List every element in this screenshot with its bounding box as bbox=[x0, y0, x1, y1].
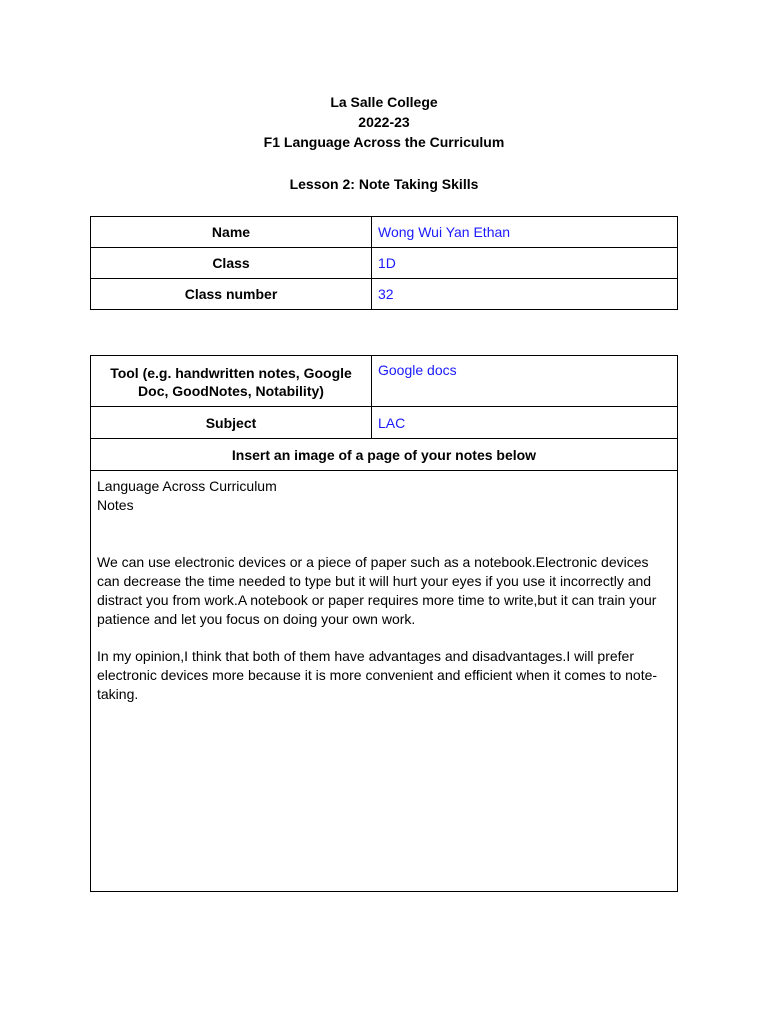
table-row bbox=[91, 217, 678, 248]
subject-label: Subject bbox=[91, 407, 372, 439]
class-number-label: Class number bbox=[91, 279, 372, 310]
spacer bbox=[97, 515, 671, 553]
notes-paragraph-1: We can use electronic devices or a piece of paper such as a notebook.Electronic devices can decrease the time needed to type but it will hurt your eyes if you use it incorrectly and distract you from work.A notebook or paper requires more time to write,but it can train your patience and let you focus on doing your own work. bbox=[97, 554, 657, 627]
name-label: Name bbox=[91, 217, 372, 248]
table-row bbox=[91, 248, 678, 279]
notes-title-line-1: Language Across Curriculum bbox=[97, 478, 277, 494]
student-info-table bbox=[90, 216, 678, 310]
class-number-value[interactable]: 32 bbox=[372, 279, 678, 310]
tool-label-line-2: Doc, GoodNotes, Notability) bbox=[138, 383, 324, 399]
lesson-title: Lesson 2: Note Taking Skills bbox=[289, 176, 479, 192]
insert-image-instruction: Insert an image of a page of your notes below bbox=[91, 439, 678, 471]
tool-value[interactable]: Google docs bbox=[372, 356, 678, 407]
table-row bbox=[91, 471, 678, 892]
spacer bbox=[97, 629, 671, 647]
notes-paragraph-2: In my opinion,I think that both of them have advantages and disadvantages.I will prefer electronic devices more because it is more convenient and efficient when it comes to note-taking. bbox=[97, 648, 658, 702]
notes-title-line-2: Notes bbox=[97, 497, 134, 513]
class-label: Class bbox=[91, 248, 372, 279]
course-title: F1 Language Across the Curriculum bbox=[263, 134, 505, 150]
notes-table bbox=[90, 355, 678, 892]
school-name: La Salle College bbox=[330, 94, 438, 110]
tool-label bbox=[91, 356, 372, 407]
school-year: 2022-23 bbox=[358, 114, 410, 130]
table-row bbox=[91, 279, 678, 310]
table-row bbox=[91, 356, 678, 407]
subject-value[interactable]: LAC bbox=[372, 407, 678, 439]
table-row bbox=[91, 439, 678, 471]
table-row bbox=[91, 407, 678, 439]
notes-content[interactable] bbox=[91, 471, 678, 892]
tool-label-line-1: Tool (e.g. handwritten notes, Google bbox=[110, 365, 352, 381]
class-value[interactable]: 1D bbox=[372, 248, 678, 279]
name-value[interactable]: Wong Wui Yan Ethan bbox=[372, 217, 678, 248]
